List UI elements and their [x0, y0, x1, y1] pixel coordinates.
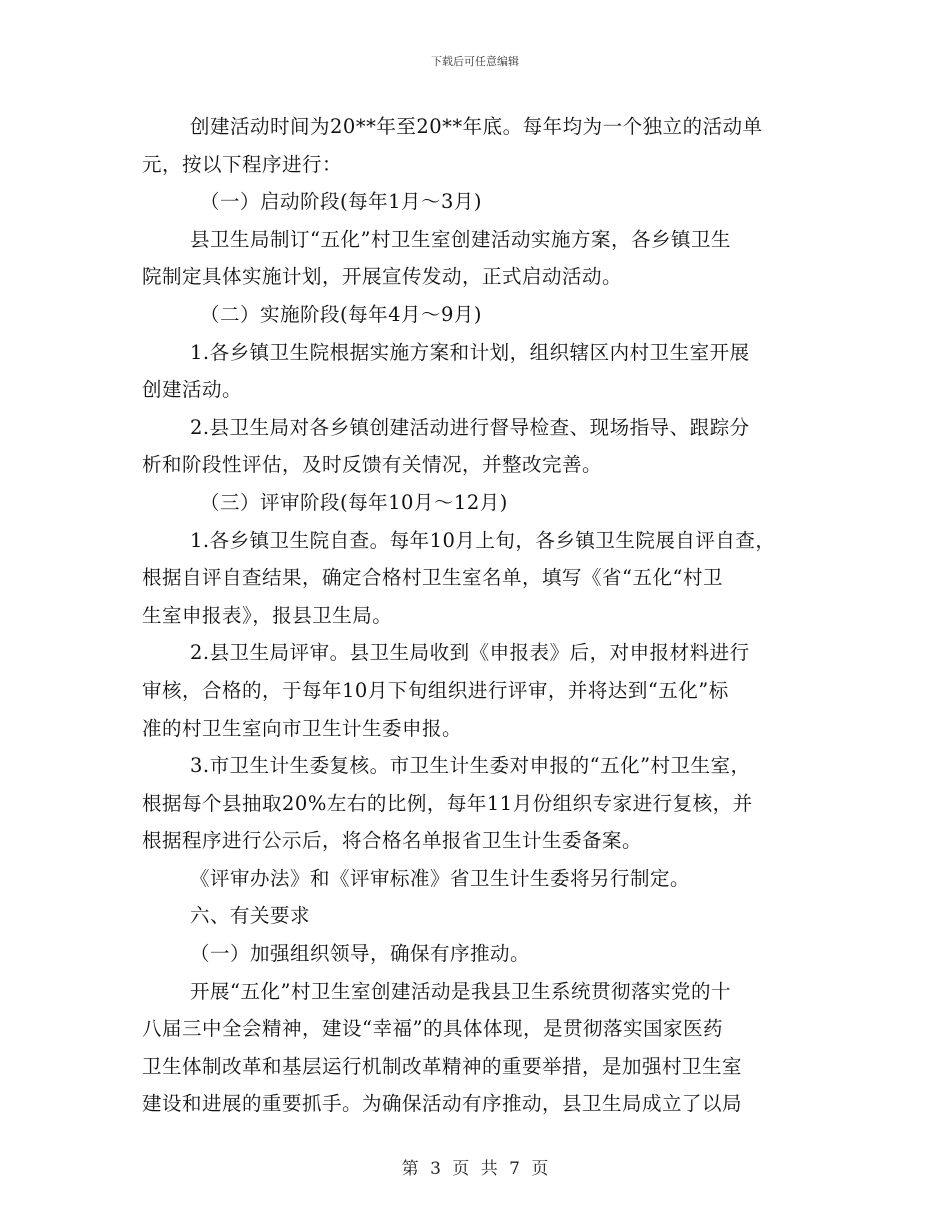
- paragraph-line: 元，按以下程序进行：: [142, 152, 343, 176]
- paragraph-line: 2.县卫生局对各乡镇创建活动进行督导检查、现场指导、跟踪分: [190, 415, 750, 439]
- paragraph-line: 卫生体制改革和基层运行机制改革精神的重要举措，是加强村卫生室: [142, 1054, 743, 1078]
- paragraph-line: 建设和进展的重要抓手。为确保活动有序推动，县卫生局成立了以局: [142, 1092, 743, 1116]
- paragraph-line: 八届三中全会精神，建设“幸福”的具体体现，是贯彻落实国家医药: [142, 1017, 723, 1041]
- page-header-note: 下载后可任意编辑: [431, 55, 519, 68]
- paragraph-line: 创建活动时间为20**年至20**年底。每年均为一个独立的活动单: [190, 115, 763, 138]
- paragraph-line: 根据自评自查结果，确定合格村卫生室名单，填写《省“五化“村卫: [142, 566, 723, 590]
- paragraph-line: 《评审办法》和《评审标准》省卫生计生委将另行制定。: [190, 866, 691, 890]
- paragraph-line: 1.各乡镇卫生院自查。每年10月上旬，各乡镇卫生院展自评自查，: [190, 528, 776, 552]
- paragraph-line: 生室申报表》，报县卫生局。: [142, 603, 393, 627]
- section-heading: （一）加强组织领导，确保有序推动。: [190, 942, 531, 966]
- paragraph-line: 3.市卫生计生委复核。市卫生计生委对申报的“五化”村卫生室，: [190, 754, 751, 778]
- paragraph-line: 县卫生局制订“五化”村卫生室创建活动实施方案，各乡镇卫生: [190, 227, 731, 251]
- section-heading: （二）实施阶段(每年4月～9月): [200, 302, 483, 326]
- paragraph-line: 院制定具体实施计划，开展宣传发动，正式启动活动。: [142, 265, 623, 289]
- paragraph-line: 创建活动。: [142, 378, 243, 402]
- paragraph-line: 1.各乡镇卫生院根据实施方案和计划，组织辖区内村卫生室开展: [190, 340, 750, 364]
- page-number: 第 3 页 共 7 页: [401, 1159, 549, 1179]
- paragraph-line: 根据程序进行公示后，将合格名单报省卫生计生委备案。: [142, 829, 643, 853]
- paragraph-line: 根据每个县抽取20%左右的比例，每年11月份组织专家进行复核，并: [142, 791, 753, 815]
- paragraph-line: 准的村卫生室向市卫生计生委申报。: [142, 716, 463, 740]
- paragraph-line: 析和阶段性评估，及时反馈有关情况，并整改完善。: [142, 453, 603, 477]
- paragraph-line: 2.县卫生局评审。县卫生局收到《申报表》后，对申报材料进行: [190, 641, 750, 665]
- section-heading: 六、有关要求: [190, 904, 311, 928]
- section-heading: （三）评审阶段(每年10月～12月): [200, 490, 508, 514]
- section-heading: （一）启动阶段(每年1月～3月): [200, 190, 483, 214]
- document-body: [142, 108, 812, 1123]
- paragraph-line: 审核，合格的，于每年10月下旬组织进行评审，并将达到“五化”标: [142, 678, 729, 702]
- paragraph-line: 开展“五化”村卫生室创建活动是我县卫生系统贯彻落实党的十: [190, 979, 731, 1003]
